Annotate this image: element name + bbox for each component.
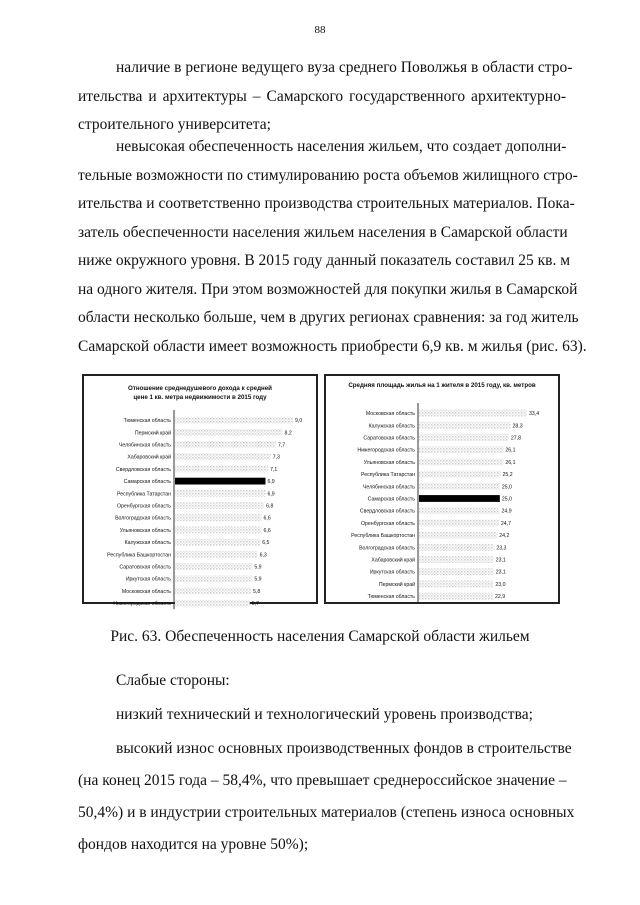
bar xyxy=(175,502,264,509)
category-label: Московская область xyxy=(121,588,171,595)
weak-sides-heading: Слабые стороны: xyxy=(116,672,230,689)
category-label: Иркутская область xyxy=(125,576,171,583)
category-label: Пермский край xyxy=(378,581,415,588)
text-line: 50,4%) и в индустрии строительных материалов (степень износа основных xyxy=(78,804,575,821)
category-label: Калужская область xyxy=(124,540,171,547)
text-line: затель обеспеченности населения жильем населения в Самарской области xyxy=(78,223,568,241)
bar xyxy=(175,539,260,546)
bar xyxy=(419,507,500,514)
category-label: Тюменская область xyxy=(123,418,171,425)
category-label: Оренбургская область xyxy=(116,503,171,510)
value-label: 23,1 xyxy=(495,569,506,576)
bar xyxy=(175,514,262,521)
value-label: 5,9 xyxy=(254,576,262,583)
text-line: на одного жителя. При этом возможностей для покупки жилья в Самарской xyxy=(78,280,578,298)
category-label: Нижегородская область xyxy=(357,447,415,454)
bar xyxy=(419,532,497,539)
text-line: ительства и архитектуры – Самарского государственного архитектурно- xyxy=(78,87,566,105)
category-label: Саратовская область xyxy=(363,435,415,442)
text-line: строительного университета; xyxy=(78,116,271,133)
value-label: 22,9 xyxy=(495,594,506,601)
value-label: 5,9 xyxy=(254,564,262,571)
category-label: Свердловская область xyxy=(115,466,171,473)
value-label: 26,1 xyxy=(505,459,516,466)
bar xyxy=(419,483,500,490)
bar xyxy=(419,446,503,453)
bar xyxy=(419,459,503,466)
value-label: 7,7 xyxy=(277,442,286,449)
value-label: 6,6 xyxy=(263,527,271,534)
value-label: 8,2 xyxy=(284,430,292,437)
text-line: невысокая обеспеченность населения жильем, что создает дополни- xyxy=(116,138,567,155)
bar xyxy=(175,429,283,436)
value-label: 24,7 xyxy=(500,520,511,527)
category-label: Московская область xyxy=(365,411,415,418)
text-line: высокий износ основных производственных фондов в строительстве xyxy=(116,740,572,757)
category-label: Республика Татарстан xyxy=(117,491,171,498)
category-label: Нижегородская область xyxy=(113,601,171,608)
category-label: Республика Татарстан xyxy=(361,472,415,479)
figure-63-charts xyxy=(82,374,560,608)
bar xyxy=(419,410,527,417)
category-label: Иркутская область xyxy=(369,569,415,576)
value-label: 23,1 xyxy=(495,557,506,564)
value-label: 6,6 xyxy=(263,515,271,522)
page-number: 88 xyxy=(314,24,326,36)
bar xyxy=(175,588,251,595)
category-label: Хабаровский край xyxy=(371,557,415,564)
bar xyxy=(175,490,265,497)
bar-highlight xyxy=(419,495,500,502)
value-label: 23,0 xyxy=(495,581,506,588)
chart-living-area xyxy=(324,374,560,604)
bar xyxy=(175,575,252,582)
bar xyxy=(419,568,494,575)
text-line: ниже окружного уровня. В 2015 году данный показатель составил 25 кв. м xyxy=(78,252,571,269)
paragraph-university xyxy=(78,54,573,140)
bar xyxy=(419,544,494,551)
bar xyxy=(419,471,500,478)
bar xyxy=(175,441,276,448)
category-label: Волгоградская область xyxy=(359,545,415,552)
category-label: Самарская область xyxy=(367,496,415,503)
value-label: 5,7 xyxy=(251,601,259,608)
figure-caption: Рис. 63. Обеспеченность населения Самарской области жильем xyxy=(110,628,530,645)
bar xyxy=(419,422,511,429)
category-label: Челябинская область xyxy=(362,484,415,491)
bar xyxy=(419,593,493,600)
value-label: 6,9 xyxy=(267,491,275,498)
value-label: 24,2 xyxy=(499,533,510,540)
chart-title-line: Средняя площадь жилья на 1 жителя в 2015 году, кв. метров xyxy=(348,382,536,389)
value-label: 7,1 xyxy=(270,466,278,473)
text-line: области несколько больше, чем в других регионах сравнения: за год житель xyxy=(78,309,579,326)
text-line: тельные возможности по стимулированию роста объемов жилищного стро- xyxy=(78,166,578,184)
bar-highlight xyxy=(175,478,265,485)
category-label: Республика Башкортостан xyxy=(107,552,171,559)
value-label: 24,9 xyxy=(501,508,512,515)
value-label: 6,3 xyxy=(259,552,267,559)
chart-svg xyxy=(84,376,316,608)
category-label: Оренбургская область xyxy=(360,520,415,527)
value-label: 5,8 xyxy=(253,588,261,595)
category-label: Самарская область xyxy=(123,479,171,486)
weak-item-tech-level: низкий технический и технологический уровень производства; xyxy=(116,706,533,723)
bar xyxy=(419,581,493,588)
value-label: 26,1 xyxy=(505,447,516,454)
value-label: 9,0 xyxy=(295,418,303,425)
bar xyxy=(175,466,268,473)
category-label: Челябинская область xyxy=(118,442,171,449)
value-label: 6,5 xyxy=(262,540,270,547)
value-label: 6,9 xyxy=(267,479,275,486)
bar xyxy=(175,551,258,558)
paragraph-housing xyxy=(78,133,587,361)
category-label: Пермский край xyxy=(134,430,171,437)
value-label: 33,4 xyxy=(529,411,540,418)
category-label: Хабаровский край xyxy=(127,454,171,461)
chart-title-line: Отношение среднедушевого дохода к средней xyxy=(128,385,272,392)
chart-income-to-price xyxy=(82,374,318,608)
category-label: Ульяновская область xyxy=(363,459,415,466)
bar xyxy=(175,563,252,570)
bar xyxy=(175,417,293,424)
value-label: 28,3 xyxy=(512,423,523,430)
bar xyxy=(419,520,499,527)
bar xyxy=(419,434,509,441)
value-label: 23,3 xyxy=(496,545,507,552)
value-label: 25,0 xyxy=(501,484,512,491)
category-label: Ульяновская область xyxy=(119,527,171,534)
chart-title-line: цене 1 кв. метра недвижимости в 2015 году xyxy=(133,394,267,401)
text-line: фондов находится на уровне 50%); xyxy=(78,836,309,853)
bar xyxy=(175,600,250,607)
bar xyxy=(175,453,271,460)
value-label: 7,3 xyxy=(272,454,280,461)
text-line: наличие в регионе ведущего вуза среднего Поволжья в области стро- xyxy=(116,59,573,76)
chart-svg xyxy=(326,376,558,602)
bar xyxy=(175,527,262,534)
category-label: Свердловская область xyxy=(359,508,415,515)
text-line: Самарской области имеет возможность приобрести 6,9 кв. м жилья (рис. 63). xyxy=(78,337,587,355)
value-label: 6,8 xyxy=(266,503,274,510)
value-label: 25,2 xyxy=(502,472,513,479)
text-line: ительства и соответственно производства строительных материалов. Пока- xyxy=(78,195,575,212)
category-label: Калужская область xyxy=(368,423,415,430)
text-line: (на конец 2015 года – 58,4%, что превышает среднероссийское значение – xyxy=(78,772,567,789)
bar xyxy=(419,556,494,563)
value-label: 27,8 xyxy=(510,435,522,442)
category-label: Саратовская область xyxy=(119,564,171,571)
category-label: Тюменская область xyxy=(367,594,415,601)
category-label: Республика Башкортостан xyxy=(351,533,415,540)
category-label: Волгоградская область xyxy=(115,515,171,522)
value-label: 25,0 xyxy=(501,496,512,503)
